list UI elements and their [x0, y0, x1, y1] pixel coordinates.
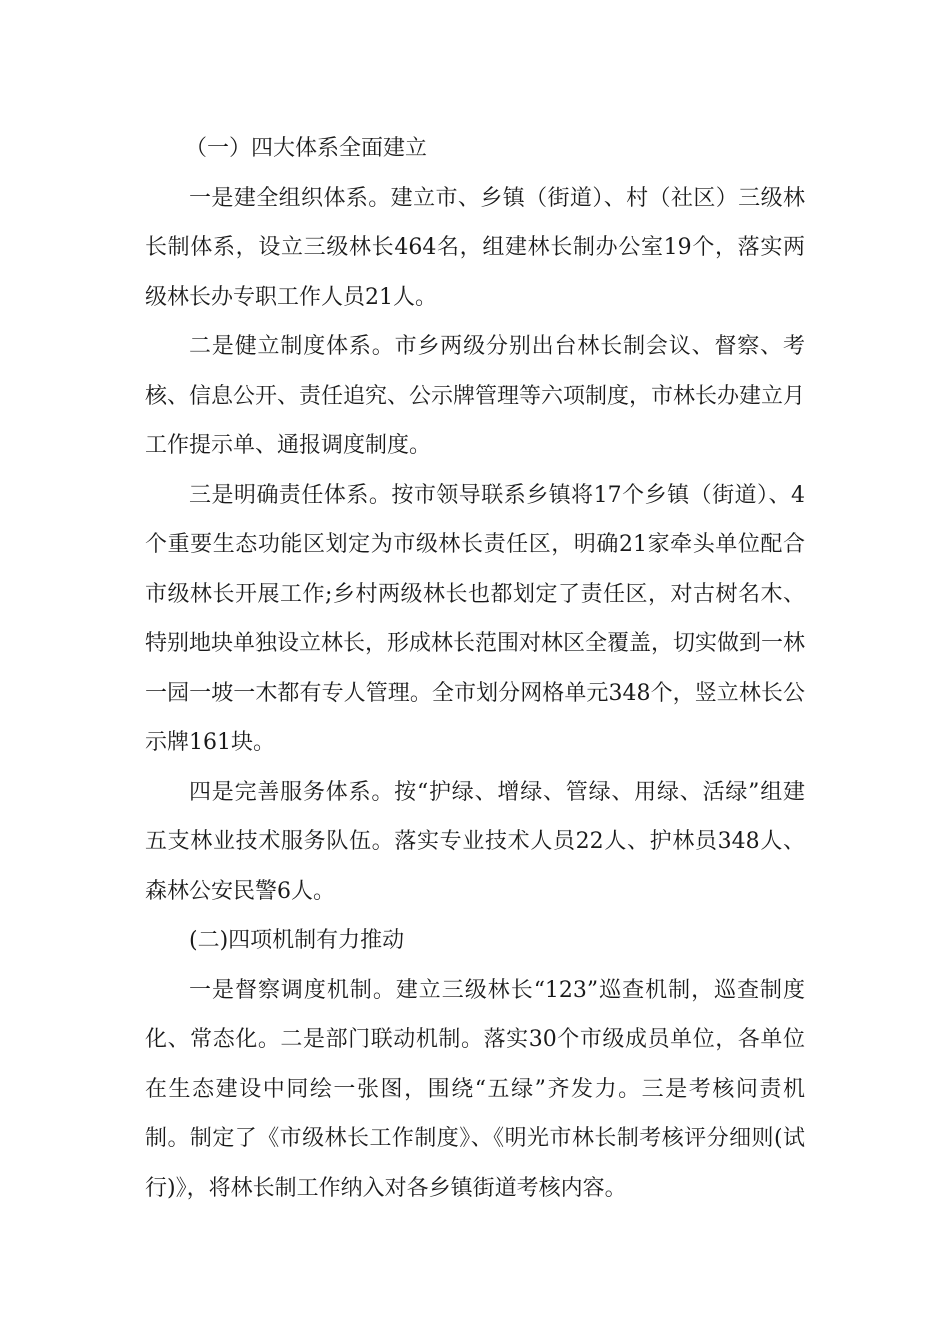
paragraph-mechanisms: 一是督察调度机制。建立三级林长“123”巡查机制，巡查制度化、常态化。二是部门联动机制。落实30个市级成员单位，各单位在生态建设中同绘一张图，围绕“五绿”齐发力。三是考核问责机制。制定了《市级林长工作制度》、《明光市林长制考核评分细则(试行)》，将林长制工作纳入对各乡镇街道考核内容。 — [145, 977, 805, 1201]
section-heading-2: (二)四项机制有力推动 — [189, 928, 405, 953]
paragraph-service-system: 四是完善服务体系。按“护绿、增绿、管绿、用绿、活绿”组建五支林业技术服务队伍。落实专业技术人员22人、护林员348人、森林公安民警6人。 — [145, 779, 805, 904]
paragraph-organization-system: 一是建全组织体系。建立市、乡镇（街道）、村（社区）三级林长制体系，设立三级林长464名，组建林长制办公室19个，落实两级林长办专职工作人员21人。 — [145, 185, 805, 310]
section-heading-1: （一）四大体系全面建立 — [185, 136, 428, 161]
document-page — [145, 124, 805, 1213]
paragraph-responsibility-system: 三是明确责任体系。按市领导联系乡镇将17个乡镇（街道）、4个重要生态功能区划定为市级林长责任区，明确21家牵头单位配合市级林长开展工作;乡村两级林长也都划定了责任区，对古树名木、特别地块单独设立林长，形成林长范围对林区全覆盖，切实做到一林一园一坡一木都有专人管理。全市划分网格单元348个，竖立林长公示牌161块。 — [145, 482, 806, 755]
paragraph-regulation-system: 二是健立制度体系。市乡两级分别出台林长制会议、督察、考核、信息公开、责任追究、公示牌管理等六项制度，市林长办建立月工作提示单、通报调度制度。 — [145, 334, 806, 458]
